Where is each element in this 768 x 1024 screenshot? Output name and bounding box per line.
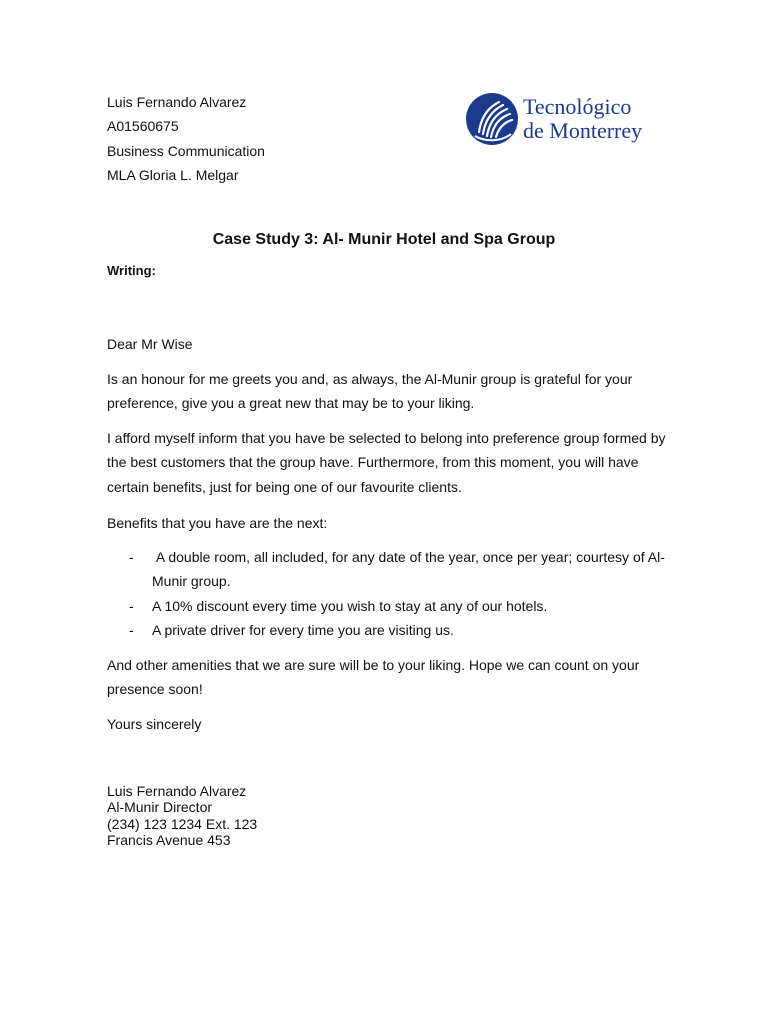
signature-phone: (234) 123 1234 Ext. 123	[107, 815, 258, 832]
list-item	[107, 545, 667, 594]
signature-role: Al-Munir Director	[107, 799, 213, 816]
benefits-list	[107, 545, 667, 643]
list-item	[107, 618, 667, 642]
logo-wordmark	[523, 95, 642, 143]
bullet-marker: -	[129, 549, 134, 565]
student-id: A01560675	[107, 118, 179, 135]
letter-paragraph-1: Is an honour for me greets you and, as always, the Al-Munir group is grateful for your preference, give you a great new that may be to your liking.	[107, 371, 633, 412]
author-info-block	[107, 90, 265, 187]
letter-closing: Yours sincerely	[107, 716, 202, 732]
list-item-text: A 10% discount every time you wish to stay at any of our hotels.	[152, 597, 548, 614]
instructor-name: MLA Gloria L. Melgar	[107, 166, 239, 183]
list-item-text: A double room, all included, for any date of the year, once per year; courtesy of Al-Munir group.	[152, 549, 665, 590]
document-title: Case Study 3: Al- Munir Hotel and Spa Group	[212, 231, 556, 248]
letter-paragraph-2: I afford myself inform that you have be selected to belong into preference group formed by the best customers that the group have. Furthermore, from this moment, you will have certain benefits, just for being one of our favourite clients.	[107, 430, 666, 495]
signature-block	[107, 783, 257, 848]
signature-name: Luis Fernando Alvarez	[107, 783, 247, 799]
list-item	[107, 594, 667, 618]
tec-monterrey-logo	[465, 90, 665, 150]
tec-monterrey-emblem-icon	[465, 92, 519, 146]
bullet-marker: -	[129, 597, 134, 614]
logo-line-2: de Monterrey	[523, 118, 643, 143]
section-label: Writing:	[107, 263, 156, 278]
author-name: Luis Fernando Alvarez	[107, 94, 247, 110]
logo-line-1: Tecnológico	[523, 94, 632, 119]
letter-paragraph-4: And other amenities that we are sure will be to your liking. Hope we can count on your presence soon!	[107, 657, 640, 698]
signature-address: Francis Avenue 453	[107, 831, 231, 848]
list-item-text: A private driver for every time you are visiting us.	[152, 622, 454, 639]
letter-paragraph-3: Benefits that you have are the next:	[107, 515, 328, 531]
bullet-marker: -	[129, 622, 134, 639]
letter-salutation: Dear Mr Wise	[107, 336, 193, 352]
course-name: Business Communication	[107, 142, 265, 159]
